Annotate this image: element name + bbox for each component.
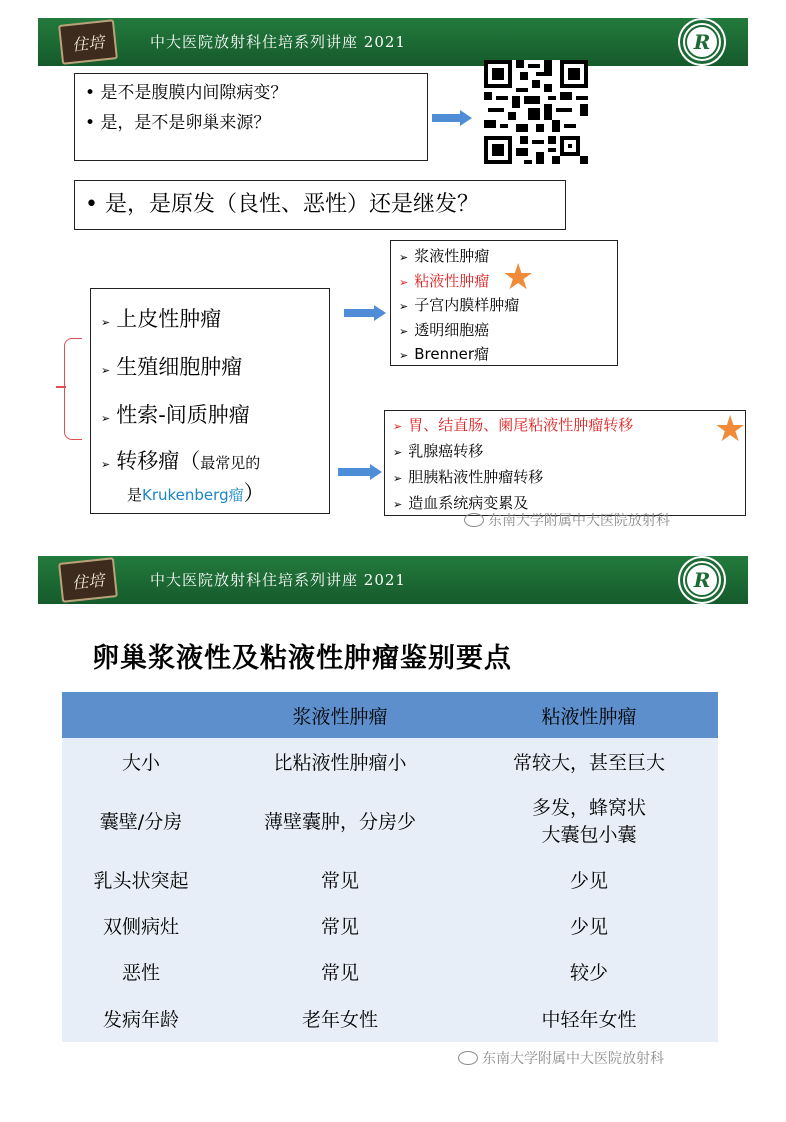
metastatic-sources-box: [384, 410, 746, 516]
row-label: 乳头状突起: [62, 856, 220, 902]
table-row: [62, 994, 718, 1042]
list-item-highlight: ➢ 胃、结直肠、阑尾粘液性肿瘤转移: [393, 416, 634, 434]
wechat-icon: [464, 513, 484, 527]
right-arrow-icon: [344, 305, 386, 319]
bracket-tip: [56, 386, 66, 388]
row-label: 囊壁/分房: [62, 784, 220, 856]
right-arrow-icon: [338, 464, 382, 478]
table-row: [62, 902, 718, 948]
list-item: ➢ 造血系统病变累及: [393, 494, 529, 512]
list-item: ➢ 透明细胞癌: [399, 320, 490, 339]
star-icon: ★: [714, 409, 747, 450]
table-cell: 中轻年女性: [460, 994, 718, 1042]
table-header-row: [62, 692, 718, 738]
list-item-highlight: ➢ 粘液性肿瘤: [399, 271, 490, 290]
row-label: 发病年龄: [62, 994, 220, 1042]
training-badge: 住培: [58, 557, 118, 603]
watermark: 东南大学附属中大医院放射科: [458, 1048, 664, 1068]
slide-title: 卵巢浆液性及粘液性肿瘤鉴别要点: [92, 643, 512, 674]
column-header: 粘液性肿瘤: [460, 692, 718, 738]
watermark: 东南大学附属中大医院放射科: [464, 510, 670, 530]
primary-question-box: • 是，是原发（良性、恶性）还是继发？: [74, 180, 566, 230]
slide-header: [38, 556, 748, 604]
column-header: 浆液性肿瘤: [220, 692, 460, 738]
table-row: [62, 856, 718, 902]
right-arrow-icon: [432, 110, 472, 124]
training-badge: 住培: [58, 19, 118, 65]
slide-2: [38, 556, 748, 1066]
slide-header: [38, 18, 748, 66]
table-cell: 少见: [460, 856, 718, 902]
row-label: 双侧病灶: [62, 902, 220, 948]
logo-r-icon: R: [685, 25, 719, 59]
list-item: ➢ 乳腺癌转移: [393, 442, 484, 460]
table-cell: 少见: [460, 902, 718, 948]
comparison-table: [62, 692, 718, 1042]
question-box: [74, 73, 428, 161]
column-header: [62, 692, 220, 738]
table-cell: 较少: [460, 948, 718, 994]
table-cell: 多发，蜂窝状 大囊包小囊: [460, 784, 718, 856]
table-row: [62, 738, 718, 784]
table-row: [62, 948, 718, 994]
list-item: ➢ Brenner瘤: [399, 345, 489, 363]
header-title: 中大医院放射科住培系列讲座 2021: [150, 571, 406, 589]
logo-r-icon: R: [685, 563, 719, 597]
tumor-types-box: [90, 288, 330, 514]
table-cell: 常较大，甚至巨大: [460, 738, 718, 784]
list-item: ➢ 胆胰粘液性肿瘤转移: [393, 468, 544, 486]
table-cell: 薄壁囊肿，分房少: [220, 784, 460, 856]
type-metastatic: ➢ 转移瘤（最常见的 是Krukenberg瘤）: [101, 449, 265, 505]
table-row: [62, 784, 718, 856]
qr-code-icon: [484, 60, 588, 164]
table-cell: 常见: [220, 948, 460, 994]
star-icon: ★: [502, 257, 535, 298]
list-item: ➢ 子宫内膜样肿瘤: [399, 296, 520, 314]
krukenberg-term: Krukenberg瘤: [142, 486, 244, 504]
table-cell: 常见: [220, 902, 460, 948]
row-label: 大小: [62, 738, 220, 784]
table-cell: 常见: [220, 856, 460, 902]
header-title: 中大医院放射科住培系列讲座 2021: [150, 33, 406, 51]
list-item: ➢ 浆液性肿瘤: [399, 247, 490, 265]
bracket-line: [64, 338, 82, 440]
wechat-icon: [458, 1051, 478, 1065]
type-sex-cord: ➢ 性索-间质肿瘤: [101, 403, 250, 427]
hospital-logo: [680, 558, 724, 602]
type-germ-cell: ➢ 生殖细胞肿瘤: [101, 355, 243, 379]
question-2: • 是，是不是卵巢来源？: [85, 113, 271, 133]
table-cell: 老年女性: [220, 994, 460, 1042]
hospital-logo: [680, 20, 724, 64]
slide-1: [38, 18, 748, 528]
table-cell: 比粘液性肿瘤小: [220, 738, 460, 784]
question-1: • 是不是腹膜内间隙病变？: [85, 83, 288, 103]
type-epithelial: ➢ 上皮性肿瘤: [101, 307, 222, 331]
row-label: 恶性: [62, 948, 220, 994]
primary-question: 是，是原发（良性、恶性）还是继发？: [104, 192, 479, 217]
